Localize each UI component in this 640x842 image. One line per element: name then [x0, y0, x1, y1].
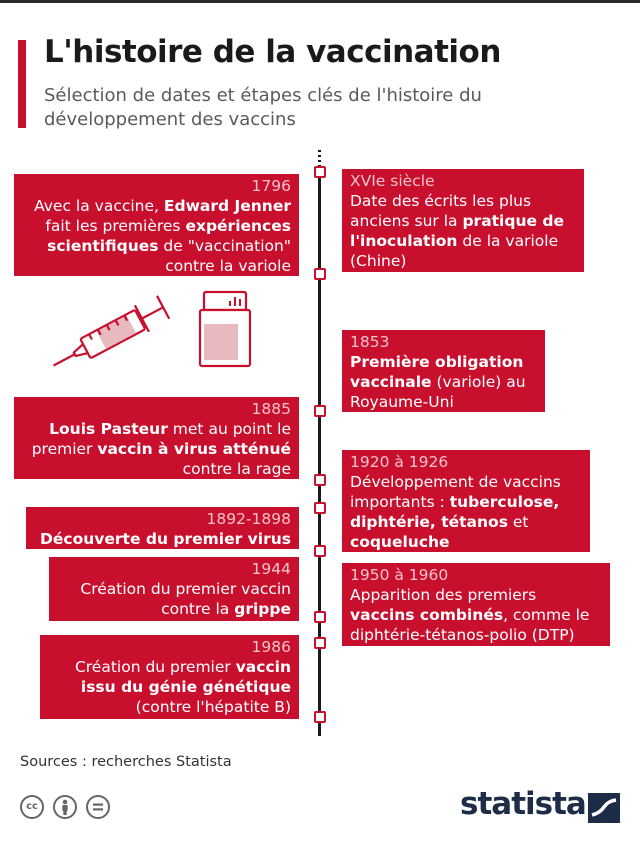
event-card-1950-1960: 1950 à 1960 Apparition des premiers vaccins combinés, comme le diphtérie-tétanos-polio (DTP)	[342, 563, 610, 646]
event-date: 1986	[251, 638, 291, 656]
event-date: 1853	[350, 333, 390, 351]
brand-name: statista	[460, 786, 586, 822]
timeline-marker	[314, 268, 326, 280]
creative-commons-icon[interactable]: cc	[20, 795, 44, 819]
event-date: 1944	[251, 560, 291, 578]
timeline-marker	[314, 611, 326, 623]
event-date: XVIe siècle	[350, 172, 435, 190]
event-date: 1796	[251, 177, 291, 195]
timeline-marker	[314, 545, 326, 557]
page-subtitle: Sélection de dates et étapes clés de l'histoire du développement des vaccins	[44, 85, 482, 130]
title-accent-bar	[18, 40, 26, 128]
no-derivatives-icon[interactable]	[86, 795, 110, 819]
syringe-icon	[40, 288, 190, 380]
attribution-icon[interactable]	[53, 795, 77, 819]
event-card-xvie-siecle: XVIe siècle Date des écrits les plus anciens sur la pratique de l'inoculation de la variole (Chine)	[342, 169, 584, 272]
event-card-1885: 1885 Louis Pasteur met au point le premier vaccin à virus atténué contre la rage	[14, 397, 299, 479]
event-date: 1892-1898	[206, 510, 291, 528]
event-card-1920-1926: 1920 à 1926 Développement de vaccins importants : tuberculose, diphtérie, tétanos et coqueluche	[342, 450, 590, 552]
event-card-1944: 1944 Création du premier vaccin contre la grippe	[49, 557, 299, 621]
timeline-marker	[314, 502, 326, 514]
event-card-1892-1898: 1892-1898 Découverte du premier virus	[26, 507, 299, 549]
statista-logo-icon	[588, 793, 620, 823]
top-rule	[0, 0, 640, 3]
event-date: 1920 à 1926	[350, 453, 449, 471]
timeline-marker	[314, 474, 326, 486]
timeline-marker	[314, 711, 326, 723]
timeline-marker	[314, 166, 326, 178]
sources-note: Sources : recherches Statista	[20, 754, 232, 770]
event-date: 1950 à 1960	[350, 566, 449, 584]
event-date: 1885	[251, 400, 291, 418]
timeline-marker	[314, 637, 326, 649]
event-card-1853: 1853 Première obligation vaccinale (variole) au Royaume-Uni	[342, 330, 545, 412]
page-title: L'histoire de la vaccination	[44, 34, 501, 70]
vaccine-vial-icon	[198, 290, 252, 368]
timeline-marker	[314, 405, 326, 417]
timeline-axis	[318, 172, 321, 736]
event-card-1986: 1986 Création du premier vaccin issu du génie génétique (contre l'hépatite B)	[40, 635, 299, 719]
event-card-1796: 1796 Avec la vaccine, Edward Jenner fait les premières expériences scientifiques de "vaccination" contre la variole	[14, 174, 299, 276]
